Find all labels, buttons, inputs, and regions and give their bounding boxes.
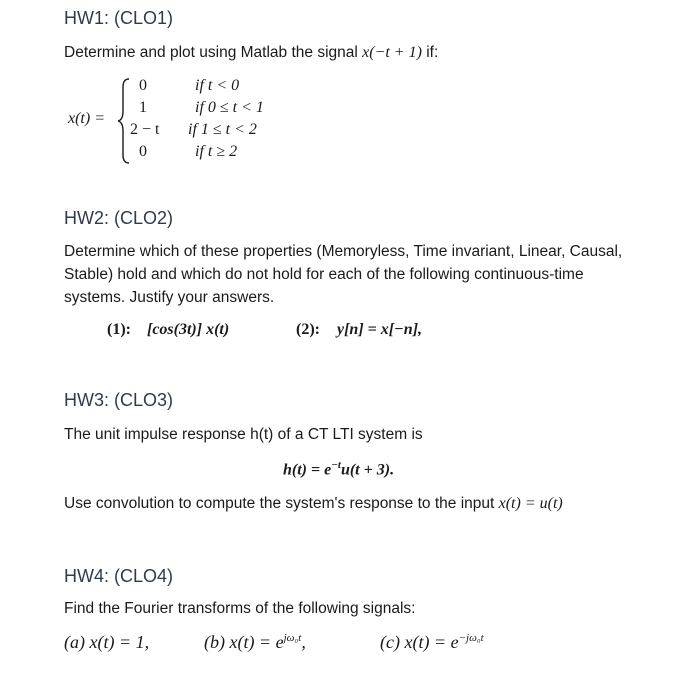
hw4-heading: HW4: (CLO4) (64, 566, 174, 586)
left-brace-icon (117, 77, 131, 165)
case-value: 0 (139, 77, 147, 94)
hw2-para-line: Stable) hold and which do not hold for each of the following continuous-time (64, 266, 584, 283)
case-condition: if t ≥ 2 (195, 143, 238, 160)
hw3-input-signal: x(t) = u(t) (498, 495, 563, 512)
hw1-instruction-suffix: if: (421, 44, 439, 61)
hw1-heading: HW1: (CLO1) (64, 8, 174, 28)
hw2-para-line: systems. Justify your answers. (64, 289, 275, 306)
hw4-b-base: (b) x(t) = e (204, 632, 284, 652)
hw4-intro: Find the Fourier transforms of the following signals: (64, 600, 416, 617)
hw4-signal-c (380, 632, 484, 653)
hw3-intro: The unit impulse response h(t) of a CT LTI system is (64, 426, 423, 443)
case-condition: if 1 ≤ t < 2 (188, 121, 257, 138)
hw3-task-text: Use convolution to compute the system's response to the input (64, 495, 495, 512)
hw3-h-exponent: −t (331, 459, 341, 471)
case-condition: if 0 ≤ t < 1 (195, 99, 264, 116)
hw2-heading: HW2: (CLO2) (64, 208, 174, 228)
hw1-lhs: x(t) = (68, 110, 105, 127)
hw4-c-exponent: −jω₀t (458, 632, 484, 644)
hw4-c-base: (c) x(t) = e (380, 632, 459, 652)
case-value: 0 (139, 143, 147, 160)
hw2-system-1: [cos(3t)] x(t) (147, 321, 230, 338)
hw4-signal-a: (a) x(t) = 1, (64, 632, 150, 652)
hw3-impulse-response (283, 459, 394, 479)
hw1-signal: x(−t + 1) (362, 44, 422, 61)
hw4-signal-b (204, 632, 306, 653)
hw1-instruction-text: Determine and plot using Matlab the signal (64, 44, 358, 61)
hw4-b-exponent: jω₀t (283, 632, 302, 644)
hw1-instruction (64, 44, 438, 62)
hw3-task (64, 495, 563, 513)
hw2-system-2: y[n] = x[−n], (337, 321, 423, 338)
case-condition: if t < 0 (195, 77, 240, 94)
hw2-system-2-label: (2): (296, 321, 320, 338)
hw3-h-rhs: u(t + 3). (340, 461, 395, 479)
case-value: 1 (139, 99, 147, 116)
hw2-system-1-label: (1): (107, 321, 131, 338)
case-value: 2 − t (130, 121, 160, 138)
hw2-para-line: Determine which of these properties (Memoryless, Time invariant, Linear, Causal, (64, 243, 623, 260)
hw3-h-lhs: h(t) = e (283, 461, 332, 479)
hw3-heading: HW3: (CLO3) (64, 390, 174, 410)
hw4-b-separator: , (301, 632, 306, 652)
